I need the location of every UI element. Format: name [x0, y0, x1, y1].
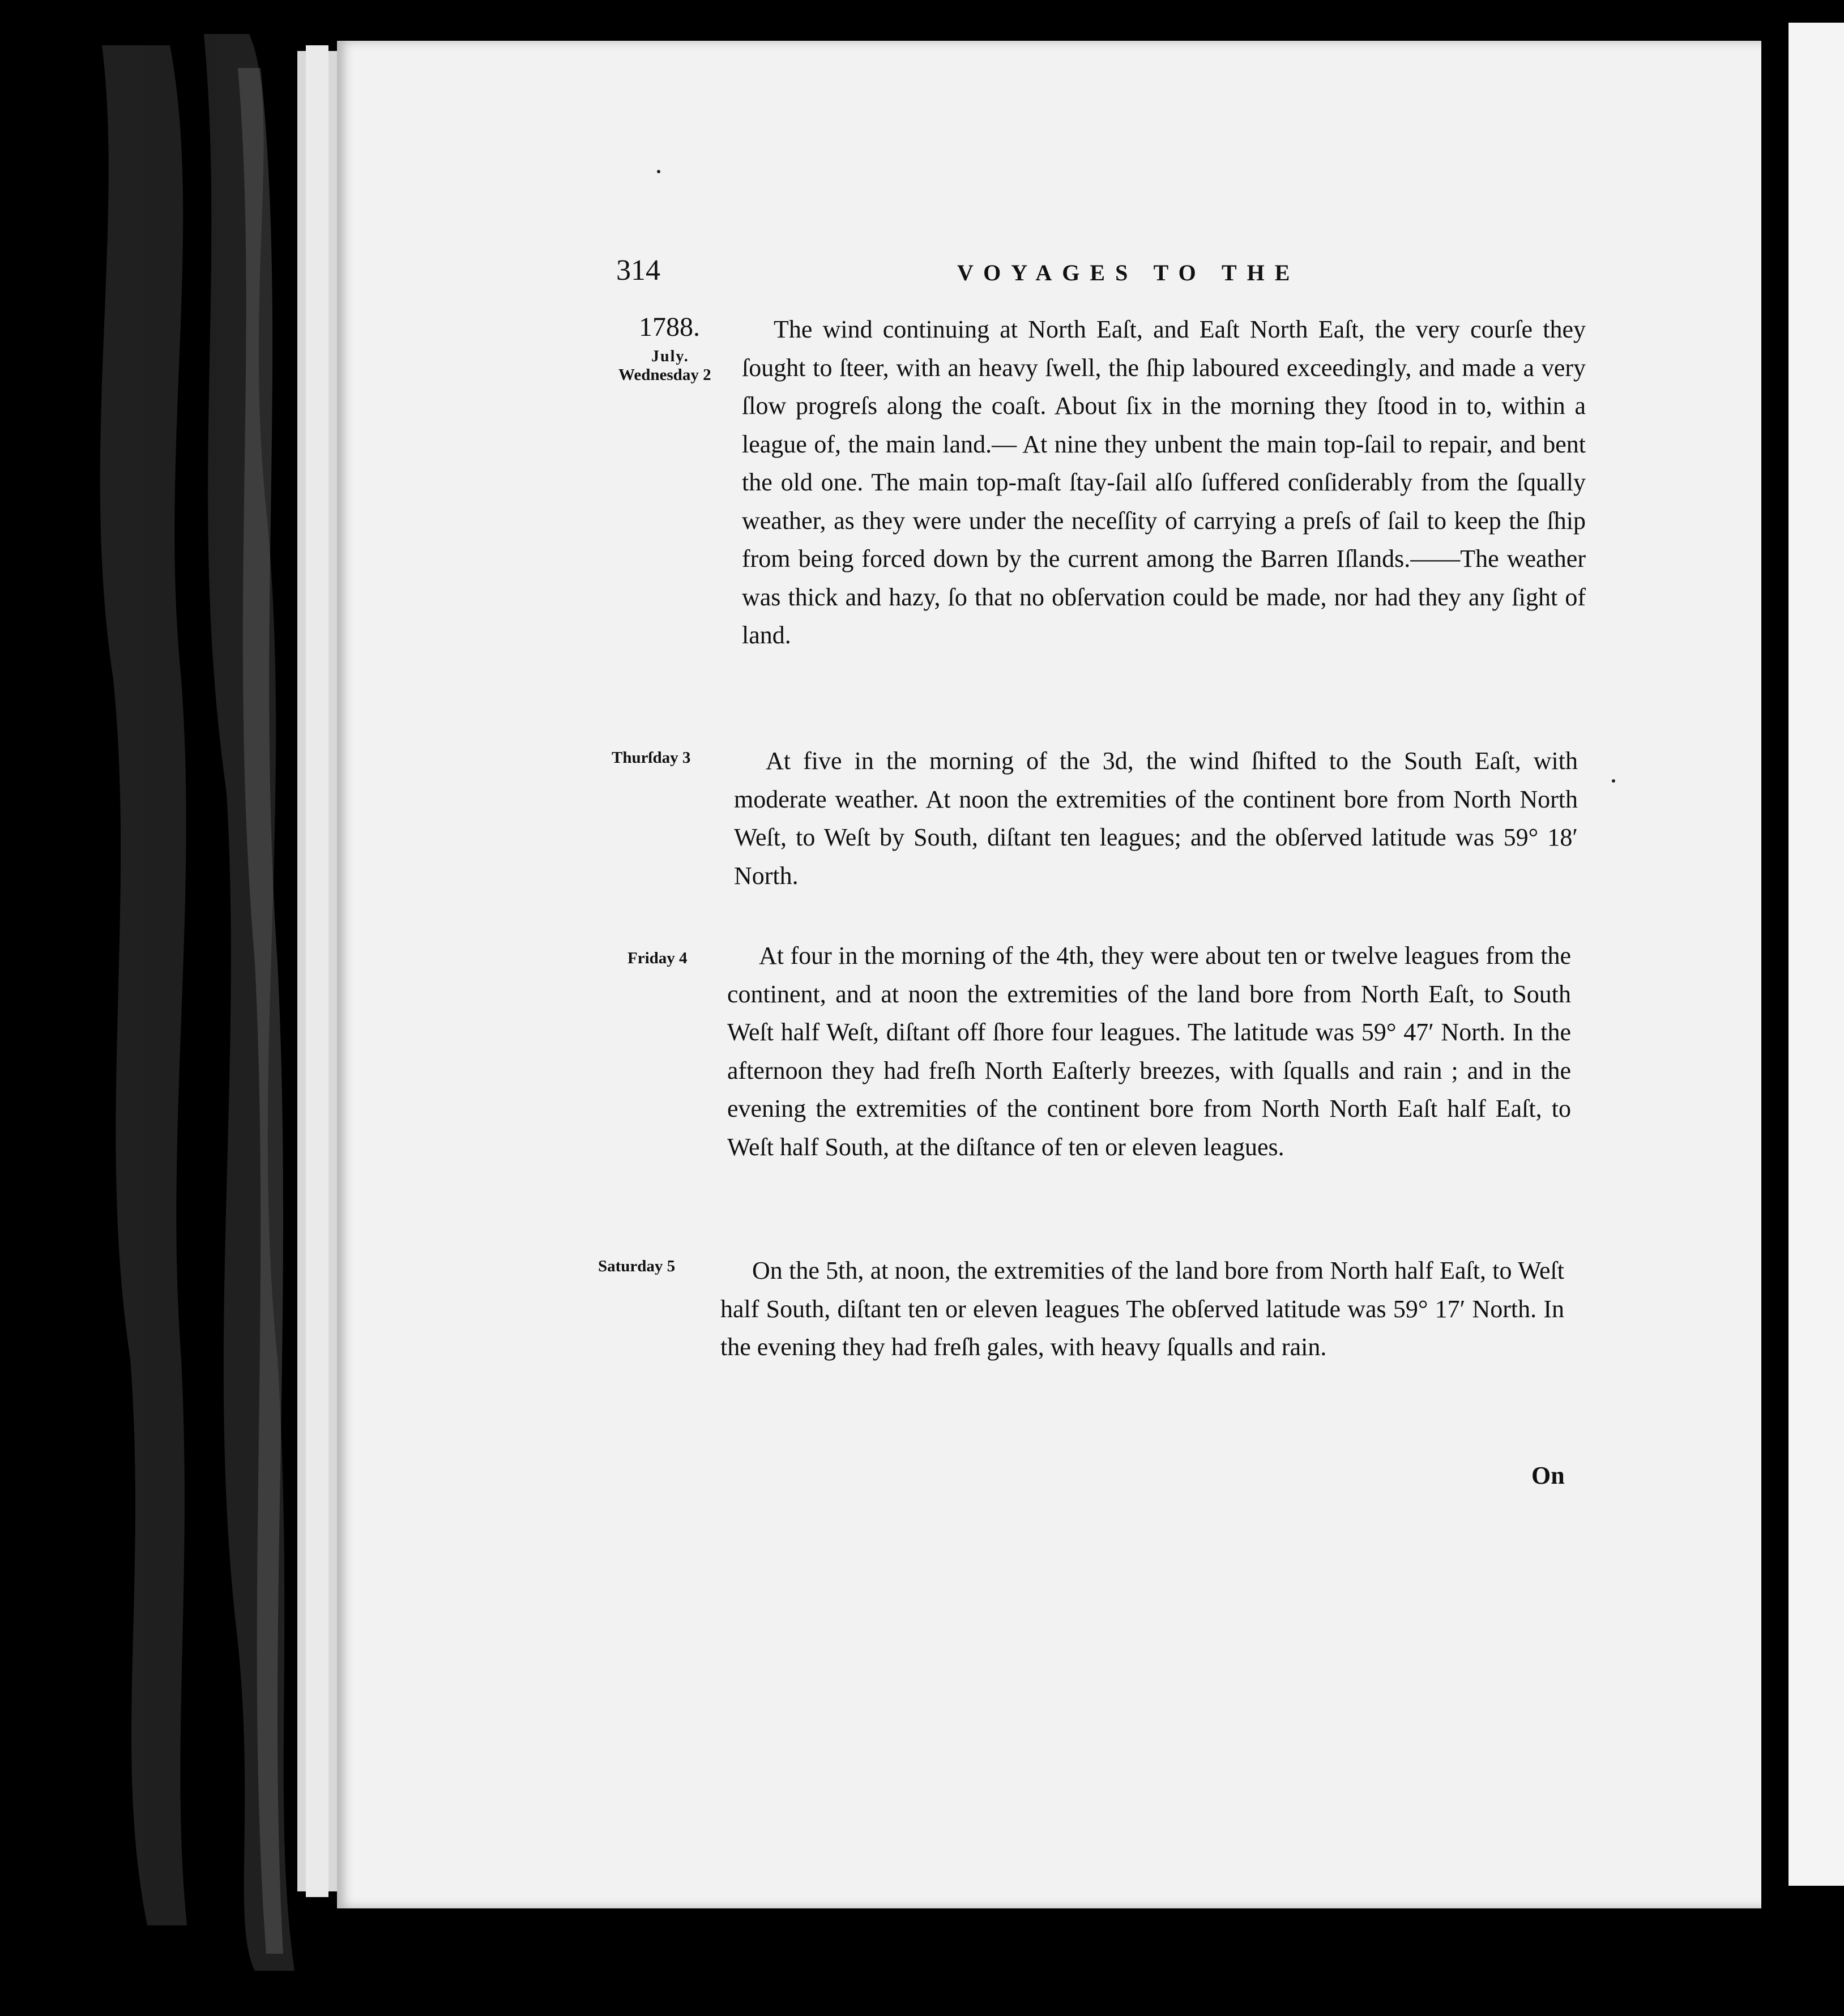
paragraph-friday	[727, 937, 1571, 1166]
margin-day-thursday: Thurſday 3	[612, 749, 691, 767]
paragraph-text: The wind continuing at North Eaſt, and Eaſt North Eaſt, the very courſe they ſought to ſteer, with an heavy ſwell, the ſhip laboured exceedingly, and made a very ſlow progreſs along the coaſt. About ſix in the morning they ſtood in to, within a league of, the main land.— At nine they unbent the main top-ſail to repair, and bent the old one. The main top-maſt ſtay-ſail alſo ſuffered conſiderably from the ſqually weather, as they were under the neceſſity of carrying a preſs of ſail to keep the ſhip from being forced down by the current among the Barren Iſlands.——The weather was thick and hazy, ſo that no obſervation could be made, nor had they any ſight of land.	[742, 315, 1586, 649]
margin-day-friday: Friday 4	[628, 949, 688, 967]
paragraph-saturday	[720, 1252, 1564, 1366]
paragraph-wednesday	[742, 310, 1586, 655]
paragraph-text: At four in the morning of the 4th, they were about ten or twelve leagues from the continent, and at noon the extremities of the land bore from North Eaſt, to South Weſt half Weſt, diſtant off ſhore four leagues. The latitude was 59° 47′ North. In the afternoon they had freſh North Eaſterly breezes, with ſqualls and rain ; and in the evening the extremities of the continent bore from North North Eaſt half Eaſt, to Weſt half South, at the diſtance of ten or eleven leagues.	[727, 942, 1571, 1161]
running-head: VOYAGES TO THE	[957, 260, 1300, 285]
margin-day-saturday: Saturday 5	[598, 1257, 676, 1275]
paragraph-text: At five in the morning of the 3d, the wind ſhifted to the South Eaſt, with moderate weather. At noon the extremities of the continent bore from North North Weſt, to Weſt by South, diſtant ten leagues; and the obſerved latitude was 59° 18′ North.	[734, 747, 1578, 890]
margin-day-wednesday: Wednesday 2	[618, 366, 711, 384]
margin-month: July.	[651, 348, 689, 365]
paragraph-text: On the 5th, at noon, the extremities of the land bore from North half Eaſt, to Weſt half South, diſtant ten or eleven leagues The obſerved latitude was 59° 17′ North. In the evening they had freſh gales, with heavy ſqualls and rain.	[720, 1257, 1564, 1361]
ink-speck	[657, 170, 660, 173]
margin-year: 1788.	[639, 312, 700, 342]
page-number: 314	[616, 254, 660, 287]
ink-speck	[1612, 779, 1615, 783]
catchword: On	[1531, 1462, 1565, 1489]
paragraph-thursday	[734, 742, 1578, 895]
